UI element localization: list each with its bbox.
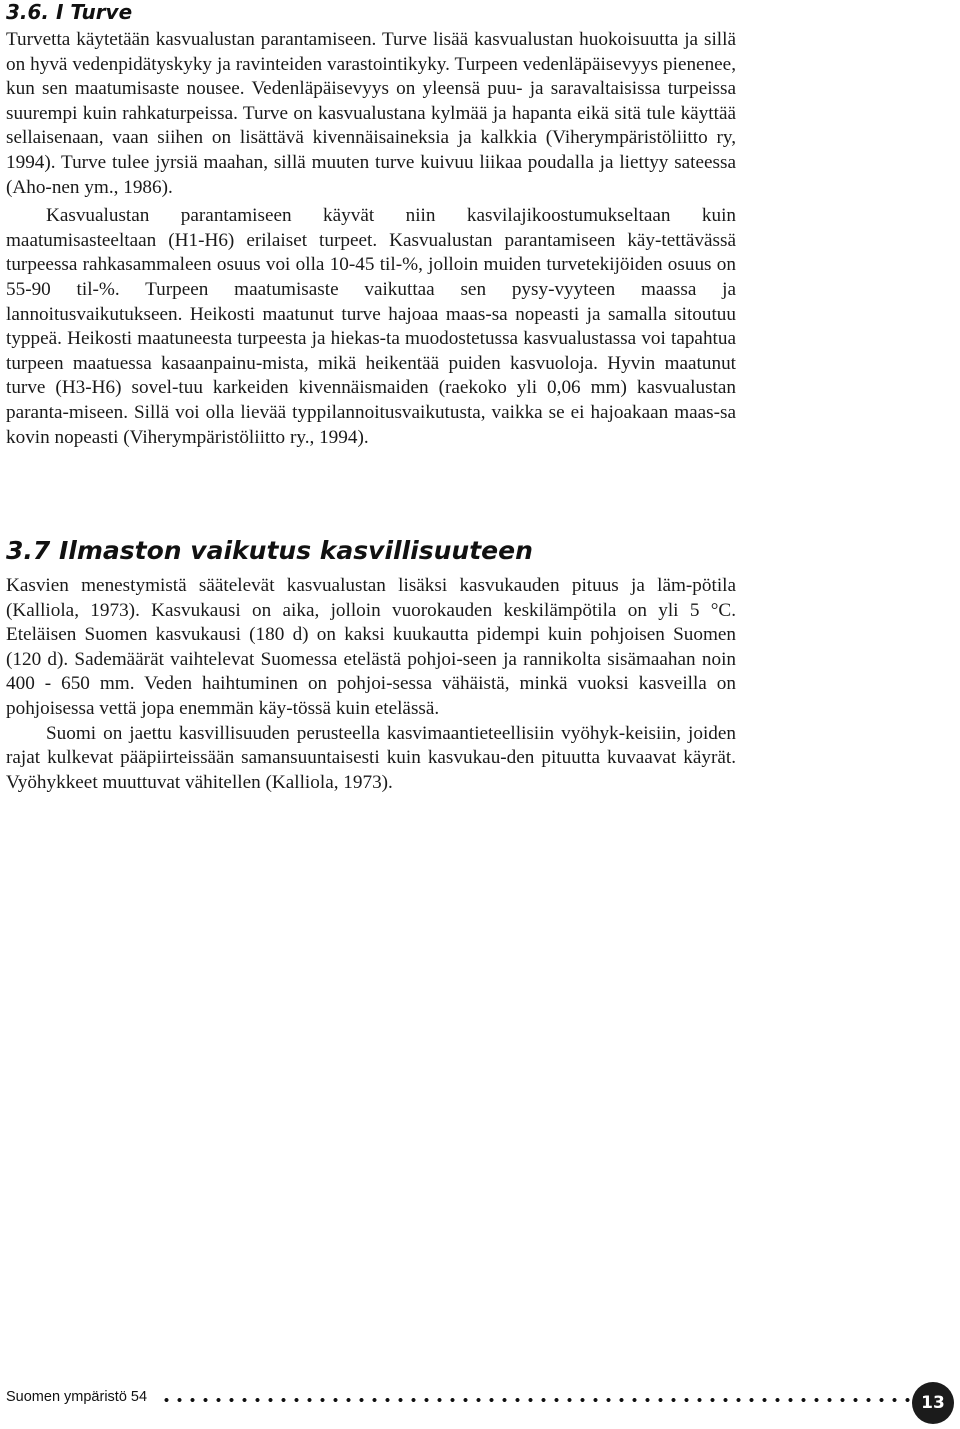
paragraph: Kasvualustan parantamiseen käyvät niin kasvilajikoostumukseltaan kuin maatumisasteeltaan (H1-H6) erilaiset turpeet. Kasvualustan parantamiseen käy-tettävässä turpeessa rahkasammaleen osuus voi olla 10-45 til-%, jolloin muiden turvetekijöiden osuus on 55-90 til-%. Turpeen maatumisaste vaikuttaa sen pysy-vyyteen maassa ja lannoitusvaikutukseen. Heikosti maatunut turve hajoaa maas-sa nopeasti ja samalla sitoutuu typpeä. Heikosti maatuneesta turpeesta ja hiekas-ta muodostetussa kasvualustassa voi tapahtua turpeen maatuessa kasaanpainu-mista, mikä heikentää puiden kasvuoloja. Hyvin maatunut turve (H3-H6) sovel-tuu karkeiden kivennäismaiden (raekoko yli 0,06 mm) kasvualustan paranta-miseen. Sillä voi olla lievää typpilannoitusvaikutusta, vaikka se ei hajoakaan maas-sa kovin nopeasti (Viherympäristöliitto ry., 1994). xyxy=(6,205,736,448)
section-heading: 3.7 Ilmaston vaikutus kasvillisuuteen xyxy=(6,536,533,565)
page-number-badge xyxy=(912,1382,954,1424)
dotted-leader xyxy=(160,1397,912,1403)
section-turve xyxy=(6,0,736,450)
page-number: 13 xyxy=(921,1393,945,1413)
paragraph: Kasvien menestymistä säätelevät kasvualustan lisäksi kasvukauden pituus ja läm-pötila (Kalliola, 1973). Kasvukausi on aika, jolloin vuorokauden keskilämpötila on yli 5 °C. Eteläisen Suomen kasvukausi (180 d) on kaksi kuukautta pidempi kuin pohjoisen Suomen (120 d). Sademäärät vaihtelevat Suomessa etelästä pohjoi-seen ja rannikolta sisämaahan noin 400 - 650 mm. Veden haihtuminen on pohjoi-sessa vähäistä, minkä vuoksi kasveilla on pohjoisessa vettä jopa enemmän käy-tössä kuin etelässä. xyxy=(6,575,736,719)
publication-title: Suomen ympäristö 54 xyxy=(6,1389,148,1405)
page-footer xyxy=(6,1376,956,1422)
paragraph: Suomi on jaettu kasvillisuuden perusteella kasvimaantieteellisiin vyöhyk-keisiin, joiden rajat kulkevat pääpiirteissään samansuuntaisesti kuin kasvukau-den pituutta kuvaavat käyrät. Vyöhykkeet muuttuvat vähitellen (Kalliola, 1973). xyxy=(6,722,736,793)
section-ilmaston-vaikutus xyxy=(6,536,736,795)
section-heading: 3.6. I Turve xyxy=(6,0,133,24)
paragraph: Turvetta käytetään kasvualustan parantamiseen. Turve lisää kasvualustan huokoisuutta ja sillä on hyvä vedenpidätyskyky ja ravinteiden varastointikyky. Turpeen vedenläpäisevyys pienenee, kun sen maatumisaste nousee. Vedenläpäisevyys on yleensä puu- ja saravaltaisissa turpeissa suurempi kuin rahkaturpeissa. Turve on kasvualustana kylmää ja hapanta eikä sitä tule käyttää sellaisenaan, vaan siihen on lisättävä kivennäisaineksia ja kalkkia (Viherympäristöliitto ry, 1994). Turve tulee jyrsiä maahan, sillä muuten turve kuivuu liikaa poudalla ja liettyy sateessa (Aho-nen ym., 1986). xyxy=(6,29,736,198)
